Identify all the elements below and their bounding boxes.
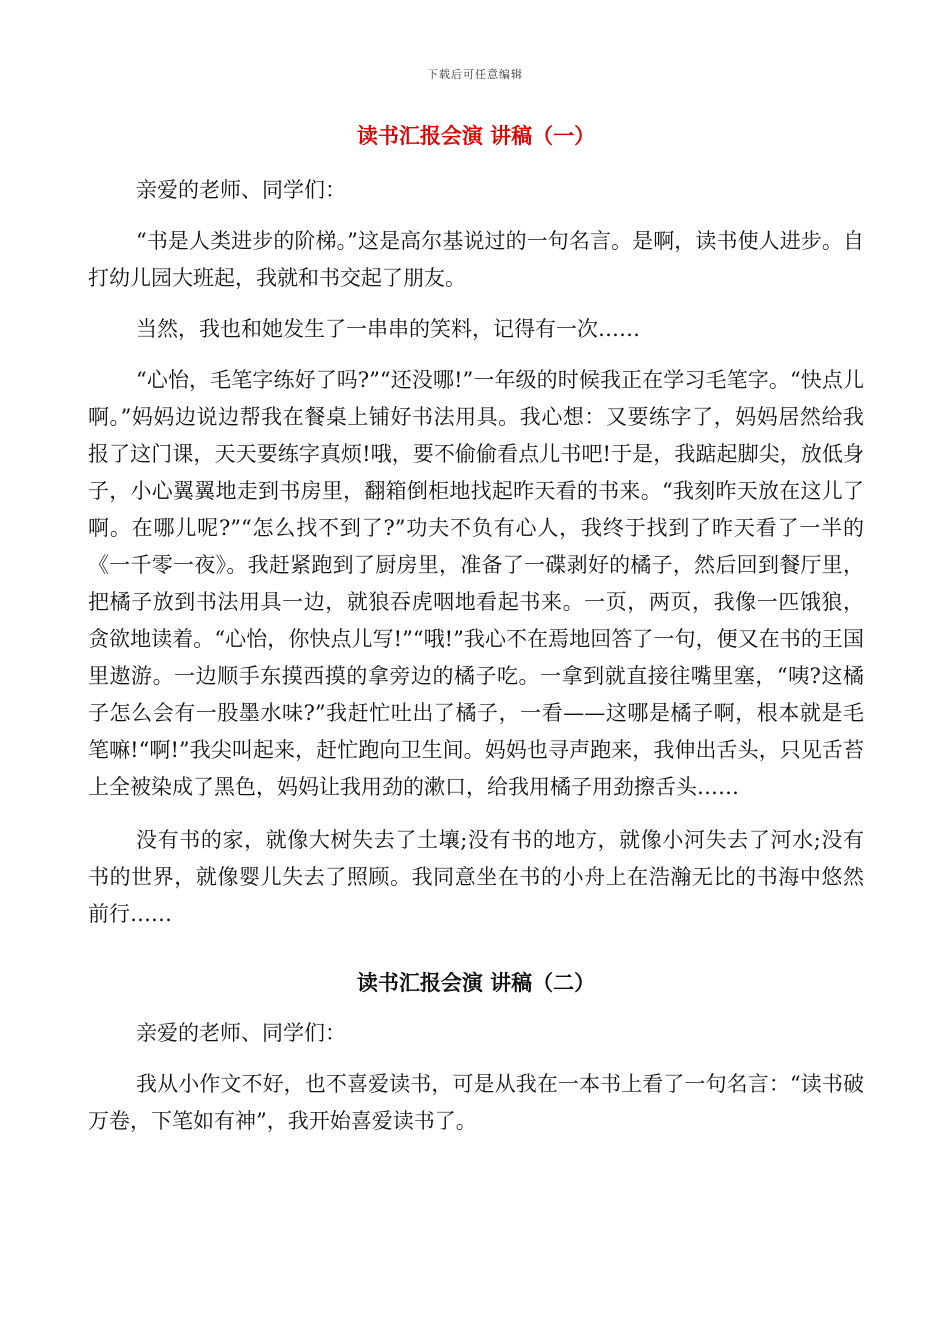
section1-title: 读书汇报会演 讲稿（一） [356, 123, 596, 148]
document-body [88, 118, 864, 1140]
section1-paragraph-4: 没有书的家，就像大树失去了土壤;没有书的地方，就像小河失去了河水;没有书的世界，就像婴儿失去了照顾。我同意坐在书的小舟上在浩瀚无比的书海中悠然前行…… [88, 828, 864, 926]
section2-title: 读书汇报会演 讲稿（二） [356, 970, 596, 995]
section2-paragraph-1: 我从小作文不好，也不喜爱读书，可是从我在一本书上看了一句名言：“读书破万卷，下笔如有神”，我开始喜爱读书了。 [88, 1072, 864, 1133]
section1-paragraph-3: “心怡，毛笔字练好了吗?”“还没哪!”一年级的时候我正在学习毛笔字。“快点儿啊。”妈妈边说边帮我在餐桌上铺好书法用具。我心想：又要练字了，妈妈居然给我报了这门课，天天要练字真烦!哦，要不偷偷看点儿书吧!于是，我踮起脚尖，放低身子，小心翼翼地走到书房里，翻箱倒柜地找起昨天看的书来。“我刻昨天放在这儿了啊。在哪儿呢?”“怎么找不到了?”功夫不负有心人，我终于找到了昨天看了一半的《一千零一夜》。我赶紧跑到了厨房里，准备了一碟剥好的橘子，然后回到餐厅里，把橘子放到书法用具一边，就狼吞虎咽地看起书来。一页，两页，我像一匹饿狼，贪欲地读着。“心怡，你快点儿写!”“哦!”我心不在焉地回答了一句，便又在书的王国里遨游。一边顺手东摸西摸的拿旁边的橘子吃。一拿到就直接往嘴里塞，“咦?这橘子怎么会有一股墨水味?”我赶忙吐出了橘子，一看——这哪是橘子啊，根本就是毛笔嘛!“啊!”我尖叫起来，赶忙跑向卫生间。妈妈也寻声跑来，我伸出舌头，只见舌苔上全被染成了黑色，妈妈让我用劲的漱口，给我用橘子用劲擦舌头…… [88, 368, 864, 799]
section1-paragraph-2: 当然，我也和她发生了一串串的笑料，记得有一次…… [136, 317, 640, 341]
section1-paragraph-1: “书是人类进步的阶梯。”这是高尔基说过的一句名言。是啊，读书使人进步。自打幼儿园大班起，我就和书交起了朋友。 [88, 229, 864, 290]
section1-greeting: 亲爱的老师、同学们： [136, 178, 346, 202]
header-note: 下载后可任意编辑 [427, 68, 523, 81]
section2-greeting: 亲爱的老师、同学们： [136, 1021, 346, 1045]
